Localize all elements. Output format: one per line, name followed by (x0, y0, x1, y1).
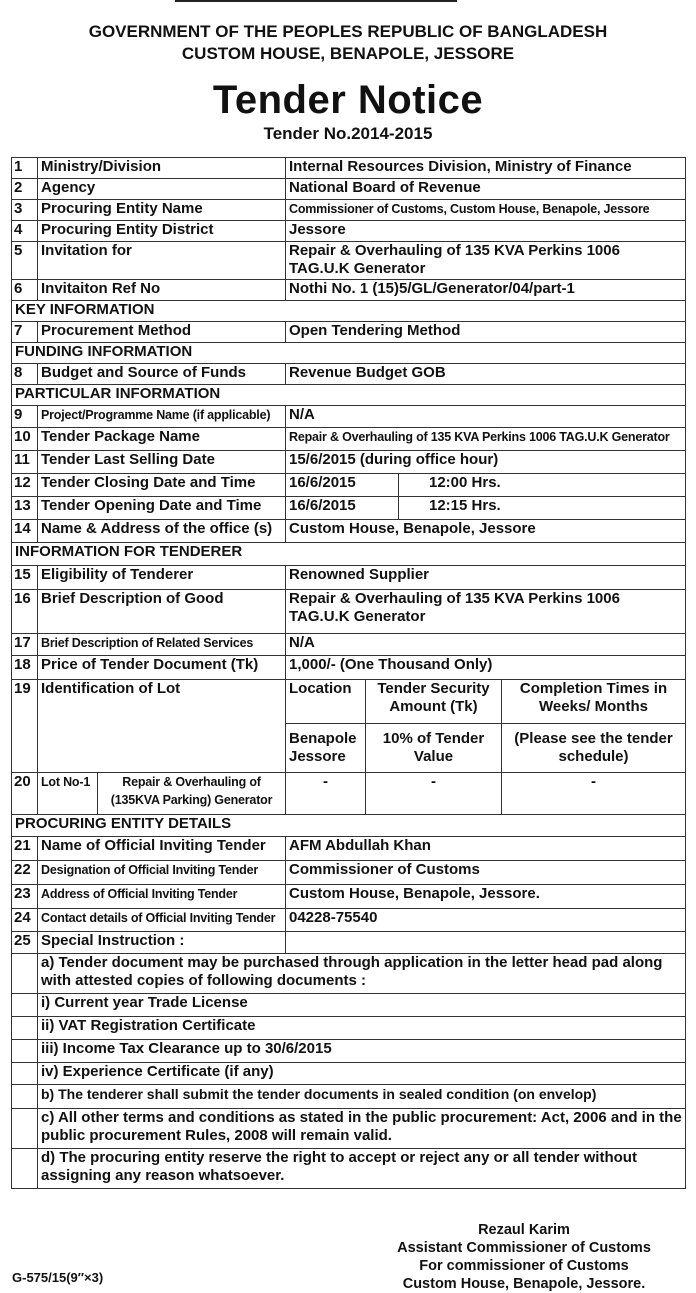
section-row (12, 815, 686, 837)
lot-security-dash: - (366, 773, 502, 815)
row-label: Project/Programme Name (if applicable) (38, 406, 286, 428)
row-label: Special Instruction : (38, 932, 286, 954)
table-row (12, 566, 686, 590)
section-row (12, 385, 686, 406)
section-heading: KEY INFORMATION (12, 301, 686, 322)
section-row (12, 343, 686, 364)
table-row (12, 451, 686, 474)
table-row (12, 932, 686, 954)
row-value: Custom House, Benapole, Jessore. (286, 885, 686, 909)
table-row (12, 179, 686, 200)
top-rule (175, 0, 457, 2)
row-label: Budget and Source of Funds (38, 364, 286, 385)
row-label: Designation of Official Inviting Tender (38, 861, 286, 885)
table-row (12, 364, 686, 385)
row-number: 24 (12, 909, 38, 932)
gov-heading: GOVERNMENT OF THE PEOPLES REPUBLIC OF BANGLADESH (88, 22, 608, 41)
table-row (12, 280, 686, 301)
row-number: 7 (12, 322, 38, 343)
row-label: Ministry/Division (38, 158, 286, 179)
row-number: 18 (12, 656, 38, 680)
row-number: 25 (12, 932, 38, 954)
table-row (12, 590, 686, 634)
instruction-row (12, 1017, 686, 1040)
row-label: Brief Description of Related Services (38, 634, 286, 656)
row-number: 11 (12, 451, 38, 474)
row-value: Custom House, Benapole, Jessore (286, 520, 686, 543)
instruction: a) Tender document may be purchased through application in the letter head pad along with attested copies of following documents : (38, 954, 686, 994)
table-row (12, 861, 686, 885)
row-value: 04228-75540 (286, 909, 686, 932)
section-row (12, 543, 686, 566)
table-row (12, 680, 686, 724)
lot-header-location: Location (286, 680, 366, 724)
row-number: 19 (12, 680, 38, 773)
row-number: 22 (12, 861, 38, 885)
row-value: AFM Abdullah Khan (286, 837, 686, 861)
table-row (12, 885, 686, 909)
table-row (12, 634, 686, 656)
row-value: Repair & Overhauling of 135 KVA Perkins 1006 TAG.U.K Generator (286, 590, 686, 634)
row-value: Repair & Overhauling of 135 KVA Perkins 1006 TAG.U.K Generator (286, 242, 686, 280)
row-value: Commissioner of Customs (286, 861, 686, 885)
table-row (12, 242, 686, 280)
row-number: 9 (12, 406, 38, 428)
row-value: 16/6/2015 (286, 474, 399, 497)
row-number: 2 (12, 179, 38, 200)
row-label: Tender Last Selling Date (38, 451, 286, 474)
row-label: Brief Description of Good (38, 590, 286, 634)
row-value: Jessore (286, 221, 686, 242)
table-row (12, 909, 686, 932)
row-time: 12:00 Hrs. (399, 474, 686, 497)
page-title: Tender Notice (212, 78, 484, 122)
instruction: iii) Income Tax Clearance up to 30/6/2015 (38, 1040, 686, 1063)
table-row (12, 656, 686, 680)
footer-code: G-575/15(9′′×3) (12, 1270, 104, 1285)
signatory-for: For commissioner of Customs (419, 1258, 629, 1274)
row-value: Nothi No. 1 (15)5/GL/Generator/04/part-1 (286, 280, 686, 301)
tender-table (11, 157, 686, 1189)
row-label: Tender Opening Date and Time (38, 497, 286, 520)
instruction-row (12, 994, 686, 1017)
row-number: 20 (12, 773, 38, 815)
table-row (12, 497, 686, 520)
signature-block (374, 1221, 674, 1293)
section-heading: PROCURING ENTITY DETAILS (12, 815, 686, 837)
lot-completion-dash: - (502, 773, 686, 815)
lot-header-completion: Completion Times in Weeks/ Months (502, 680, 686, 724)
instruction: ii) VAT Registration Certificate (38, 1017, 686, 1040)
table-row (12, 773, 686, 815)
row-label: Address of Official Inviting Tender (38, 885, 286, 909)
table-row (12, 837, 686, 861)
row-value: National Board of Revenue (286, 179, 686, 200)
table-row (12, 474, 686, 497)
row-number: 8 (12, 364, 38, 385)
row-number: 16 (12, 590, 38, 634)
section-heading: INFORMATION FOR TENDERER (12, 543, 686, 566)
row-number: 4 (12, 221, 38, 242)
lot-label: Lot No-1 (38, 773, 98, 815)
signatory-office: Custom House, Benapole, Jessore. (402, 1276, 646, 1292)
row-number: 5 (12, 242, 38, 280)
row-number: 1 (12, 158, 38, 179)
row-value: Internal Resources Division, Ministry of Finance (286, 158, 686, 179)
instruction-row (12, 1085, 686, 1109)
table-row (12, 158, 686, 179)
section-heading: PARTICULAR INFORMATION (12, 385, 686, 406)
row-time: 12:15 Hrs. (399, 497, 686, 520)
row-value: Open Tendering Method (286, 322, 686, 343)
instruction-row (12, 1109, 686, 1149)
row-value: Repair & Overhauling of 135 KVA Perkins 1006 TAG.U.K Generator (286, 428, 686, 451)
row-label: Invitation for (38, 242, 286, 280)
row-label: Contact details of Official Inviting Tender (38, 909, 286, 932)
instruction-row (12, 1149, 686, 1189)
row-number: 14 (12, 520, 38, 543)
instruction: i) Current year Trade License (38, 994, 686, 1017)
lot-location-dash: - (286, 773, 366, 815)
instruction: c) All other terms and conditions as stated in the public procurement: Act, 2006 and in the public procurement Rules, 2008 will remain valid. (38, 1109, 686, 1149)
row-number: 21 (12, 837, 38, 861)
instruction: b) The tenderer shall submit the tender documents in sealed condition (on envelop) (38, 1085, 686, 1109)
signatory-name: Rezaul Karim (478, 1222, 570, 1238)
lot-header-security: Tender Security Amount (Tk) (366, 680, 502, 724)
lot-completion: (Please see the tender schedule) (502, 724, 686, 773)
row-label: Procuring Entity Name (38, 200, 286, 221)
row-number: 12 (12, 474, 38, 497)
row-label: Procuring Entity District (38, 221, 286, 242)
row-value: N/A (286, 634, 686, 656)
row-label: Procurement Method (38, 322, 286, 343)
instruction: d) The procuring entity reserve the right to accept or reject any or all tender without assigning any reason whatsoever. (38, 1149, 686, 1189)
row-number: 23 (12, 885, 38, 909)
lot-description: Repair & Overhauling of (135KVA Parking) Generator (98, 773, 286, 815)
row-value: 15/6/2015 (during office hour) (286, 451, 686, 474)
table-row (12, 406, 686, 428)
row-label: Agency (38, 179, 286, 200)
row-label: Tender Package Name (38, 428, 286, 451)
row-value: Renowned Supplier (286, 566, 686, 590)
instruction: iv) Experience Certificate (if any) (38, 1063, 686, 1085)
office-heading: CUSTOM HOUSE, BENAPOLE, JESSORE (181, 44, 515, 63)
row-number: 6 (12, 280, 38, 301)
instruction-row (12, 1063, 686, 1085)
row-label: Invitaiton Ref No (38, 280, 286, 301)
row-value: 16/6/2015 (286, 497, 399, 520)
tender-number: Tender No.2014-2015 (263, 124, 433, 143)
row-label: Name of Official Inviting Tender (38, 837, 286, 861)
table-row (12, 520, 686, 543)
table-row (12, 200, 686, 221)
row-value: Commissioner of Customs, Custom House, Benapole, Jessore (286, 200, 686, 221)
row-number: 13 (12, 497, 38, 520)
row-label: Price of Tender Document (Tk) (38, 656, 286, 680)
table-row (12, 322, 686, 343)
lot-security: 10% of Tender Value (366, 724, 502, 773)
table-row (12, 428, 686, 451)
row-label: Name & Address of the office (s) (38, 520, 286, 543)
row-label: Eligibility of Tenderer (38, 566, 286, 590)
row-number: 10 (12, 428, 38, 451)
row-value: 1,000/- (One Thousand Only) (286, 656, 686, 680)
table-row (12, 221, 686, 242)
instruction-row (12, 1040, 686, 1063)
row-label: Identification of Lot (38, 680, 286, 773)
row-value: Revenue Budget GOB (286, 364, 686, 385)
row-label: Tender Closing Date and Time (38, 474, 286, 497)
instruction-row (12, 954, 686, 994)
lot-location: Benapole Jessore (286, 724, 366, 773)
signatory-title: Assistant Commissioner of Customs (397, 1240, 651, 1256)
section-row (12, 301, 686, 322)
row-value: N/A (286, 406, 686, 428)
section-heading: FUNDING INFORMATION (12, 343, 686, 364)
row-number: 15 (12, 566, 38, 590)
row-number: 3 (12, 200, 38, 221)
row-number: 17 (12, 634, 38, 656)
